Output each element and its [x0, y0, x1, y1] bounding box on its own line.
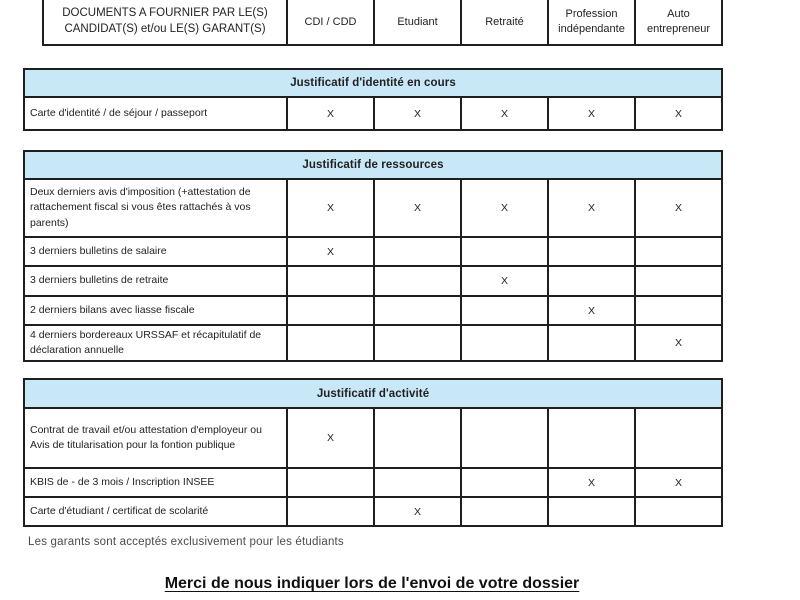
- mark-cell: [461, 325, 548, 361]
- mark-cell: [548, 237, 635, 266]
- mark-cell: [374, 468, 461, 497]
- table-row: [24, 468, 722, 497]
- footer-message: Merci de nous indiquer lors de l'envoi de votre dossier: [164, 575, 580, 592]
- mark-cell: [374, 266, 461, 296]
- guarantor-note: Les garants sont acceptés exclusivement pour les étudiants: [28, 536, 344, 548]
- row-label: 3 derniers bulletins de retraite: [24, 266, 287, 296]
- mark-cell: [374, 408, 461, 468]
- row-label: 4 derniers bordereaux URSSAF et récapitulatif de déclaration annuelle: [24, 325, 287, 361]
- mark-cell: X: [635, 97, 722, 130]
- section-table-identite: [23, 68, 723, 131]
- mark-cell: [635, 296, 722, 325]
- mark-cell: X: [635, 468, 722, 497]
- mark-cell: X: [548, 468, 635, 497]
- mark-cell: X: [461, 97, 548, 130]
- row-label: KBIS de - de 3 mois / Inscription INSEE: [24, 468, 287, 497]
- column-header-profession-independante: Profession indépendante: [548, 0, 635, 45]
- mark-cell: X: [461, 179, 548, 237]
- section-title-ressources: Justificatif de ressources: [24, 151, 722, 179]
- row-label: Carte d'identité / de séjour / passeport: [24, 97, 287, 130]
- mark-cell: [548, 408, 635, 468]
- row-label: Contrat de travail et/ou attestation d'employeur ou Avis de titularisation pour la fontion publique: [24, 408, 287, 468]
- table-row: [24, 408, 722, 468]
- mark-cell: X: [548, 296, 635, 325]
- mark-cell: X: [374, 97, 461, 130]
- table-row: [24, 497, 722, 526]
- section-title-activite: Justificatif d'activité: [24, 379, 722, 408]
- mark-cell: [374, 296, 461, 325]
- mark-cell: X: [287, 179, 374, 237]
- mark-cell: [461, 296, 548, 325]
- section-table-activite: [23, 378, 723, 527]
- mark-cell: X: [374, 497, 461, 526]
- section-table-ressources: [23, 150, 723, 362]
- section-title-identite: Justificatif d'identité en cours: [24, 69, 722, 97]
- column-header-retraite: Retraité: [461, 0, 548, 45]
- mark-cell: [548, 325, 635, 361]
- table-row: [24, 266, 722, 296]
- mark-cell: [635, 266, 722, 296]
- table-row: [24, 325, 722, 361]
- mark-cell: [287, 296, 374, 325]
- mark-cell: [374, 237, 461, 266]
- mark-cell: X: [287, 97, 374, 130]
- mark-cell: [548, 497, 635, 526]
- mark-cell: X: [461, 266, 548, 296]
- mark-cell: [461, 408, 548, 468]
- table-row: [24, 179, 722, 237]
- header-table: [42, 0, 723, 46]
- mark-cell: X: [287, 408, 374, 468]
- mark-cell: X: [635, 179, 722, 237]
- mark-cell: X: [374, 179, 461, 237]
- mark-cell: [635, 497, 722, 526]
- row-label: Carte d'étudiant / certificat de scolarité: [24, 497, 287, 526]
- mark-cell: [461, 237, 548, 266]
- documents-title: DOCUMENTS A FOURNIER PAR LE(S) CANDIDAT(S) et/ou LE(S) GARANT(S): [43, 0, 287, 45]
- mark-cell: X: [635, 325, 722, 361]
- table-row: [24, 296, 722, 325]
- mark-cell: [287, 325, 374, 361]
- mark-cell: X: [548, 179, 635, 237]
- row-label: 3 derniers bulletins de salaire: [24, 237, 287, 266]
- mark-cell: [287, 266, 374, 296]
- mark-cell: [287, 468, 374, 497]
- mark-cell: X: [548, 97, 635, 130]
- mark-cell: [287, 497, 374, 526]
- mark-cell: [548, 266, 635, 296]
- row-label: Deux derniers avis d'imposition (+attestation de rattachement fiscal si vous êtes rattachés à vos parents): [24, 179, 287, 237]
- mark-cell: [635, 237, 722, 266]
- mark-cell: [461, 468, 548, 497]
- row-label: 2 derniers bilans avec liasse fiscale: [24, 296, 287, 325]
- column-header-etudiant: Etudiant: [374, 0, 461, 45]
- table-row: [24, 237, 722, 266]
- mark-cell: [635, 408, 722, 468]
- column-header-auto-entrepreneur: Auto entrepreneur: [635, 0, 722, 45]
- mark-cell: [374, 325, 461, 361]
- mark-cell: X: [287, 237, 374, 266]
- table-row: [24, 97, 722, 130]
- column-header-cdi-cdd: CDI / CDD: [287, 0, 374, 45]
- mark-cell: [461, 497, 548, 526]
